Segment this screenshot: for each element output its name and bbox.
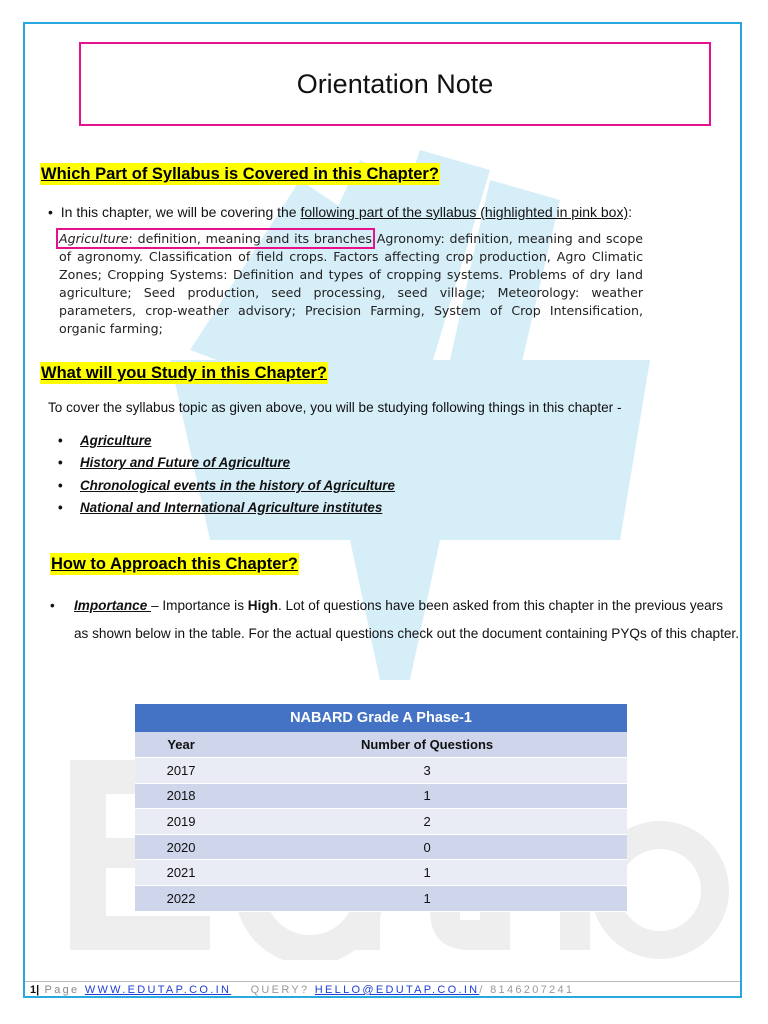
syllabus-bullet-suffix: :: [628, 204, 633, 220]
footer-divider: [25, 981, 740, 982]
bullet-dot-icon: •: [58, 433, 63, 448]
year-cell: 2021: [135, 860, 227, 886]
syllabus-heading: Which Part of Syllabus is Covered in this Chapter?: [41, 165, 439, 183]
email-link[interactable]: HELLO@EDUTAP.CO.IN: [314, 984, 480, 996]
study-item-label: Chronological events in the history of Agriculture: [80, 477, 395, 493]
study-item: [56, 497, 395, 519]
approach-heading: How to Approach this Chapter?: [51, 555, 298, 573]
page-number: 1: [30, 984, 37, 996]
page-label: Page: [39, 984, 85, 996]
importance-dash: – Importance is: [151, 598, 248, 613]
syllabus-highlight-rest: : definition, meaning and its branches: [128, 231, 372, 246]
study-item: [56, 475, 395, 497]
footer: [30, 984, 574, 996]
year-cell: 2019: [135, 809, 227, 835]
study-list: [56, 430, 395, 519]
count-cell: 1: [227, 783, 627, 809]
column-header-year: Year: [135, 732, 227, 758]
table-row: [135, 809, 627, 835]
count-cell: 3: [227, 758, 627, 784]
study-item-label: National and International Agriculture institutes: [80, 499, 383, 515]
count-cell: 1: [227, 860, 627, 886]
syllabus-bullet-link-text: following part of the syllabus (highlighted in pink box): [300, 204, 629, 220]
website-link[interactable]: WWW.EDUTAP.CO.IN: [84, 984, 232, 996]
bullet-dot-icon: •: [58, 477, 63, 493]
table-row: [135, 783, 627, 809]
bullet-dot-icon: •: [58, 455, 63, 471]
study-item: [56, 430, 395, 452]
study-item-label: Agriculture: [80, 433, 152, 448]
bullet-dot-icon: •: [58, 499, 63, 515]
phone-number: / 8146207241: [479, 984, 575, 996]
bullet-dot-icon: •: [50, 598, 55, 613]
syllabus-rest: Agronomy: definition, meaning and scope of agronomy. Classification of field crops. Factors affecting crop production, Agro Climatic Zones; Cropping Systems: Definition and types of cropping systems. Problems of dry land agriculture; Seed production, seed processing, seed village; Meteorology: weather parameters, crop-weather advisory; Precision Farming, System of Crop Intensification, organic farming;: [59, 231, 643, 336]
title-box: [79, 42, 711, 126]
count-cell: 2: [227, 809, 627, 835]
table-row: [135, 860, 627, 886]
page-separator: |: [36, 984, 40, 996]
syllabus-bullet: [48, 203, 632, 221]
year-cell: 2017: [135, 758, 227, 784]
table-row: [135, 885, 627, 911]
query-label: QUERY?: [250, 984, 310, 996]
importance-level: High: [247, 598, 278, 613]
study-item-label: History and Future of Agriculture: [80, 455, 291, 471]
importance-description: . Lot of questions have been asked from this chapter in the previous years as shown below in the table. For the actual questions check out the document containing PYQs of this chapter.: [74, 598, 739, 641]
syllabus-highlight-term: Agriculture: [59, 231, 129, 246]
study-item: [56, 452, 395, 474]
pyq-table: [135, 704, 627, 912]
year-cell: 2018: [135, 783, 227, 809]
table-row: [135, 758, 627, 784]
study-intro: To cover the syllabus topic as given above, you will be studying following things in this chapter -: [48, 400, 622, 415]
year-cell: 2022: [135, 885, 227, 911]
table-row: [135, 834, 627, 860]
syllabus-highlight-box: [59, 231, 372, 246]
syllabus-bullet-prefix: In this chapter, we will be covering the: [60, 204, 301, 220]
table-caption: NABARD Grade A Phase-1: [135, 704, 627, 732]
study-heading: What will you Study in this Chapter?: [41, 364, 328, 382]
importance-bullet: [50, 592, 740, 648]
year-cell: 2020: [135, 834, 227, 860]
count-cell: 1: [227, 885, 627, 911]
importance-text: [74, 592, 740, 648]
syllabus-text: [59, 230, 643, 338]
count-cell: 0: [227, 834, 627, 860]
page-title: Orientation Note: [296, 68, 494, 99]
column-header-questions: Number of Questions: [227, 732, 627, 758]
bullet-dot-icon: •: [48, 204, 53, 220]
importance-label: Importance: [74, 598, 152, 613]
